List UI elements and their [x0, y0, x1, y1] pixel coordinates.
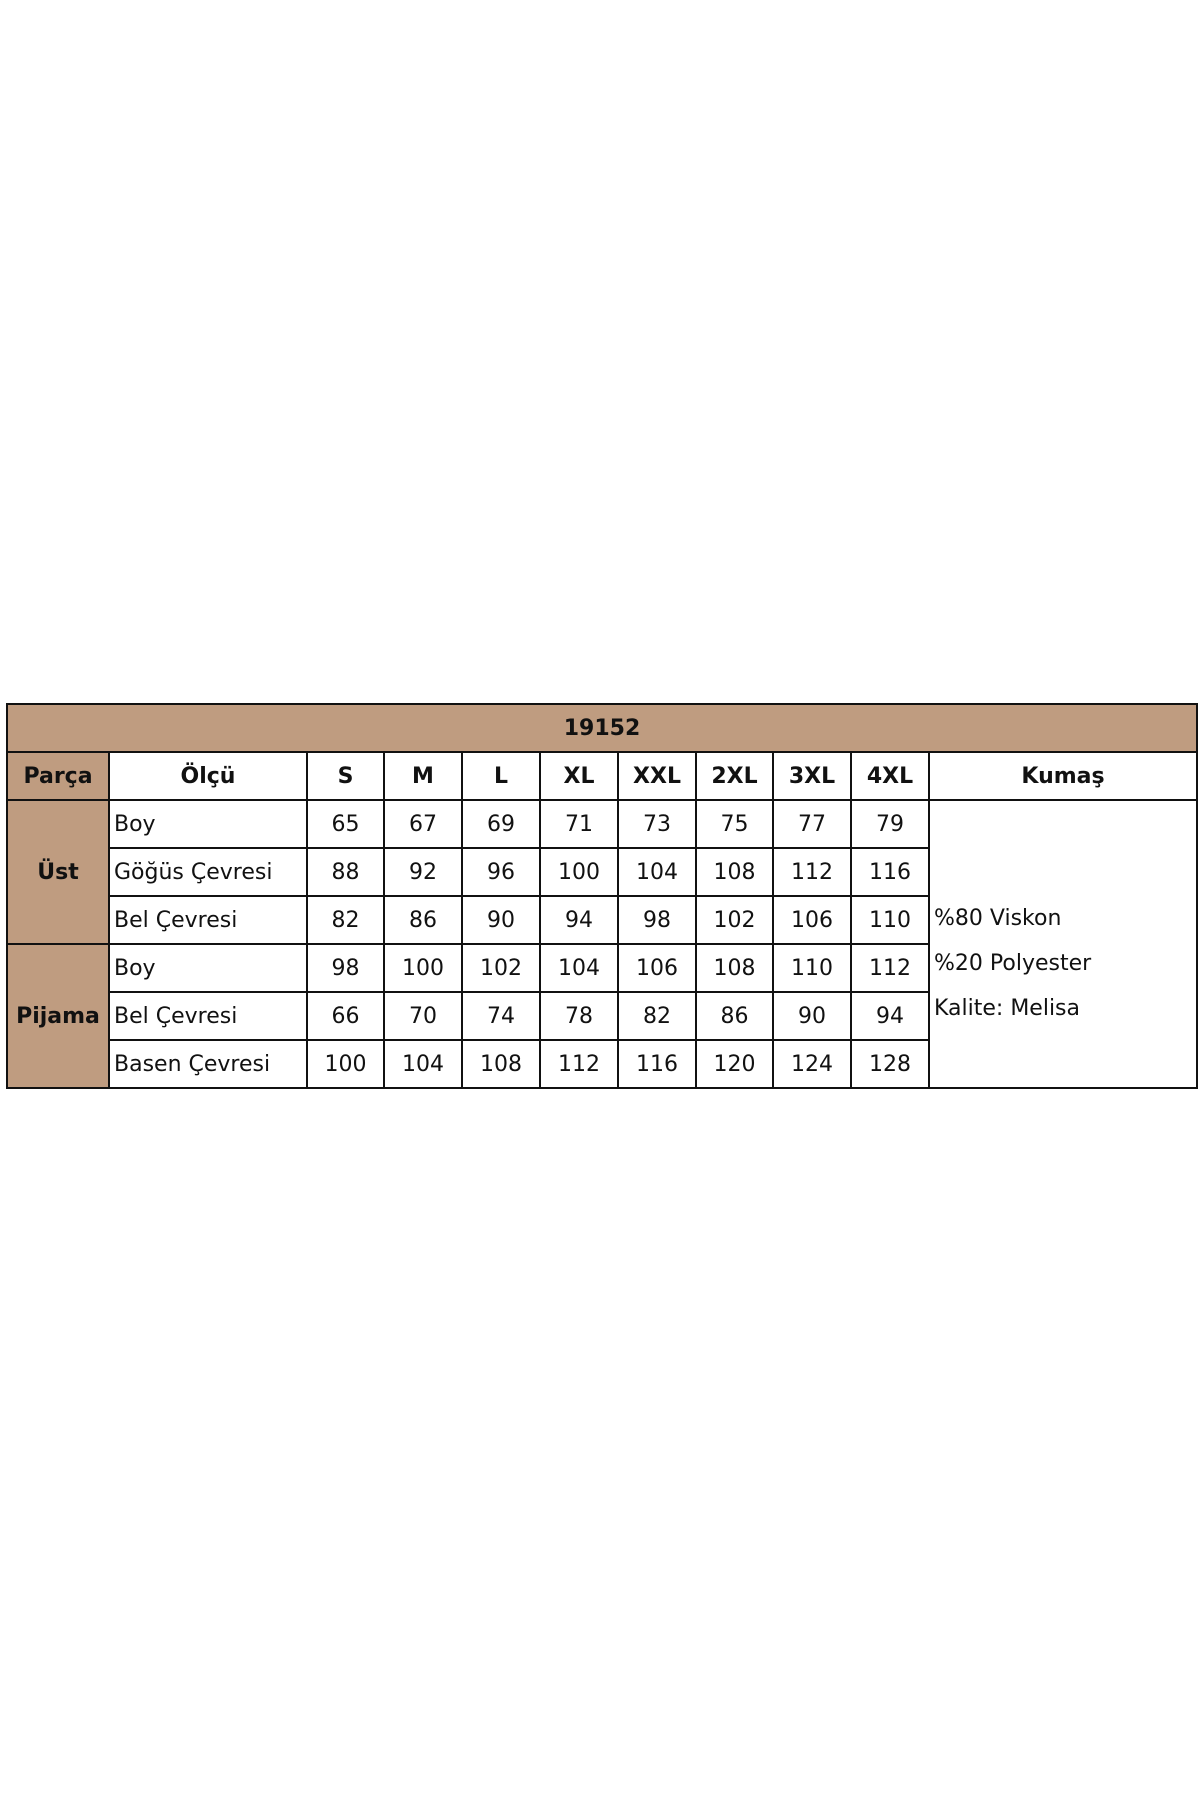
cell-value: 124: [773, 1040, 851, 1088]
cell-value: 110: [773, 944, 851, 992]
row-label: Bel Çevresi: [109, 992, 307, 1040]
cell-value: 78: [540, 992, 618, 1040]
cell-value: 112: [851, 944, 929, 992]
cell-value: 110: [851, 896, 929, 944]
cell-value: 98: [618, 896, 696, 944]
size-chart-table: [6, 703, 1198, 1089]
fabric-info: [929, 800, 1197, 1088]
cell-value: 82: [618, 992, 696, 1040]
header-size-xl: XL: [540, 752, 618, 800]
title-row: [7, 704, 1197, 752]
cell-value: 94: [540, 896, 618, 944]
cell-value: 75: [696, 800, 773, 848]
cell-value: 94: [851, 992, 929, 1040]
cell-value: 92: [384, 848, 462, 896]
cell-value: 65: [307, 800, 384, 848]
cell-value: 90: [773, 992, 851, 1040]
row-label: Bel Çevresi: [109, 896, 307, 944]
product-code: 19152: [7, 704, 1197, 752]
fabric-line-polyester: %20 Polyester: [934, 950, 1092, 976]
cell-value: 82: [307, 896, 384, 944]
cell-value: 77: [773, 800, 851, 848]
row-label: Boy: [109, 800, 307, 848]
cell-value: 112: [773, 848, 851, 896]
header-row: [7, 752, 1197, 800]
header-size-2xl: 2XL: [696, 752, 773, 800]
cell-value: 90: [462, 896, 540, 944]
cell-value: 128: [851, 1040, 929, 1088]
cell-value: 71: [540, 800, 618, 848]
cell-value: 69: [462, 800, 540, 848]
cell-value: 108: [696, 944, 773, 992]
cell-value: 98: [307, 944, 384, 992]
cell-value: 86: [384, 896, 462, 944]
cell-value: 120: [696, 1040, 773, 1088]
cell-value: 74: [462, 992, 540, 1040]
cell-value: 88: [307, 848, 384, 896]
cell-value: 73: [618, 800, 696, 848]
part-ust: Üst: [7, 800, 109, 944]
header-size-xxl: XXL: [618, 752, 696, 800]
part-pijama: Pijama: [7, 944, 109, 1088]
row-label: Basen Çevresi: [109, 1040, 307, 1088]
fabric-line-quality: Kalite: Melisa: [934, 995, 1080, 1021]
cell-value: 106: [618, 944, 696, 992]
cell-value: 116: [851, 848, 929, 896]
table-row: [7, 800, 1197, 848]
cell-value: 67: [384, 800, 462, 848]
header-part: Parça: [7, 752, 109, 800]
row-label: Boy: [109, 944, 307, 992]
header-size-3xl: 3XL: [773, 752, 851, 800]
cell-value: 116: [618, 1040, 696, 1088]
fabric-line-viskon: %80 Viskon: [934, 905, 1062, 931]
cell-value: 100: [307, 1040, 384, 1088]
header-size-4xl: 4XL: [851, 752, 929, 800]
cell-value: 100: [540, 848, 618, 896]
cell-value: 108: [462, 1040, 540, 1088]
cell-value: 106: [773, 896, 851, 944]
header-fabric: Kumaş: [929, 752, 1197, 800]
row-label: Göğüs Çevresi: [109, 848, 307, 896]
cell-value: 66: [307, 992, 384, 1040]
cell-value: 102: [462, 944, 540, 992]
cell-value: 86: [696, 992, 773, 1040]
cell-value: 104: [384, 1040, 462, 1088]
header-size-s: S: [307, 752, 384, 800]
cell-value: 79: [851, 800, 929, 848]
cell-value: 108: [696, 848, 773, 896]
cell-value: 70: [384, 992, 462, 1040]
cell-value: 102: [696, 896, 773, 944]
header-size-m: M: [384, 752, 462, 800]
cell-value: 104: [540, 944, 618, 992]
cell-value: 96: [462, 848, 540, 896]
cell-value: 112: [540, 1040, 618, 1088]
cell-value: 100: [384, 944, 462, 992]
cell-value: 104: [618, 848, 696, 896]
header-measure: Ölçü: [109, 752, 307, 800]
header-size-l: L: [462, 752, 540, 800]
